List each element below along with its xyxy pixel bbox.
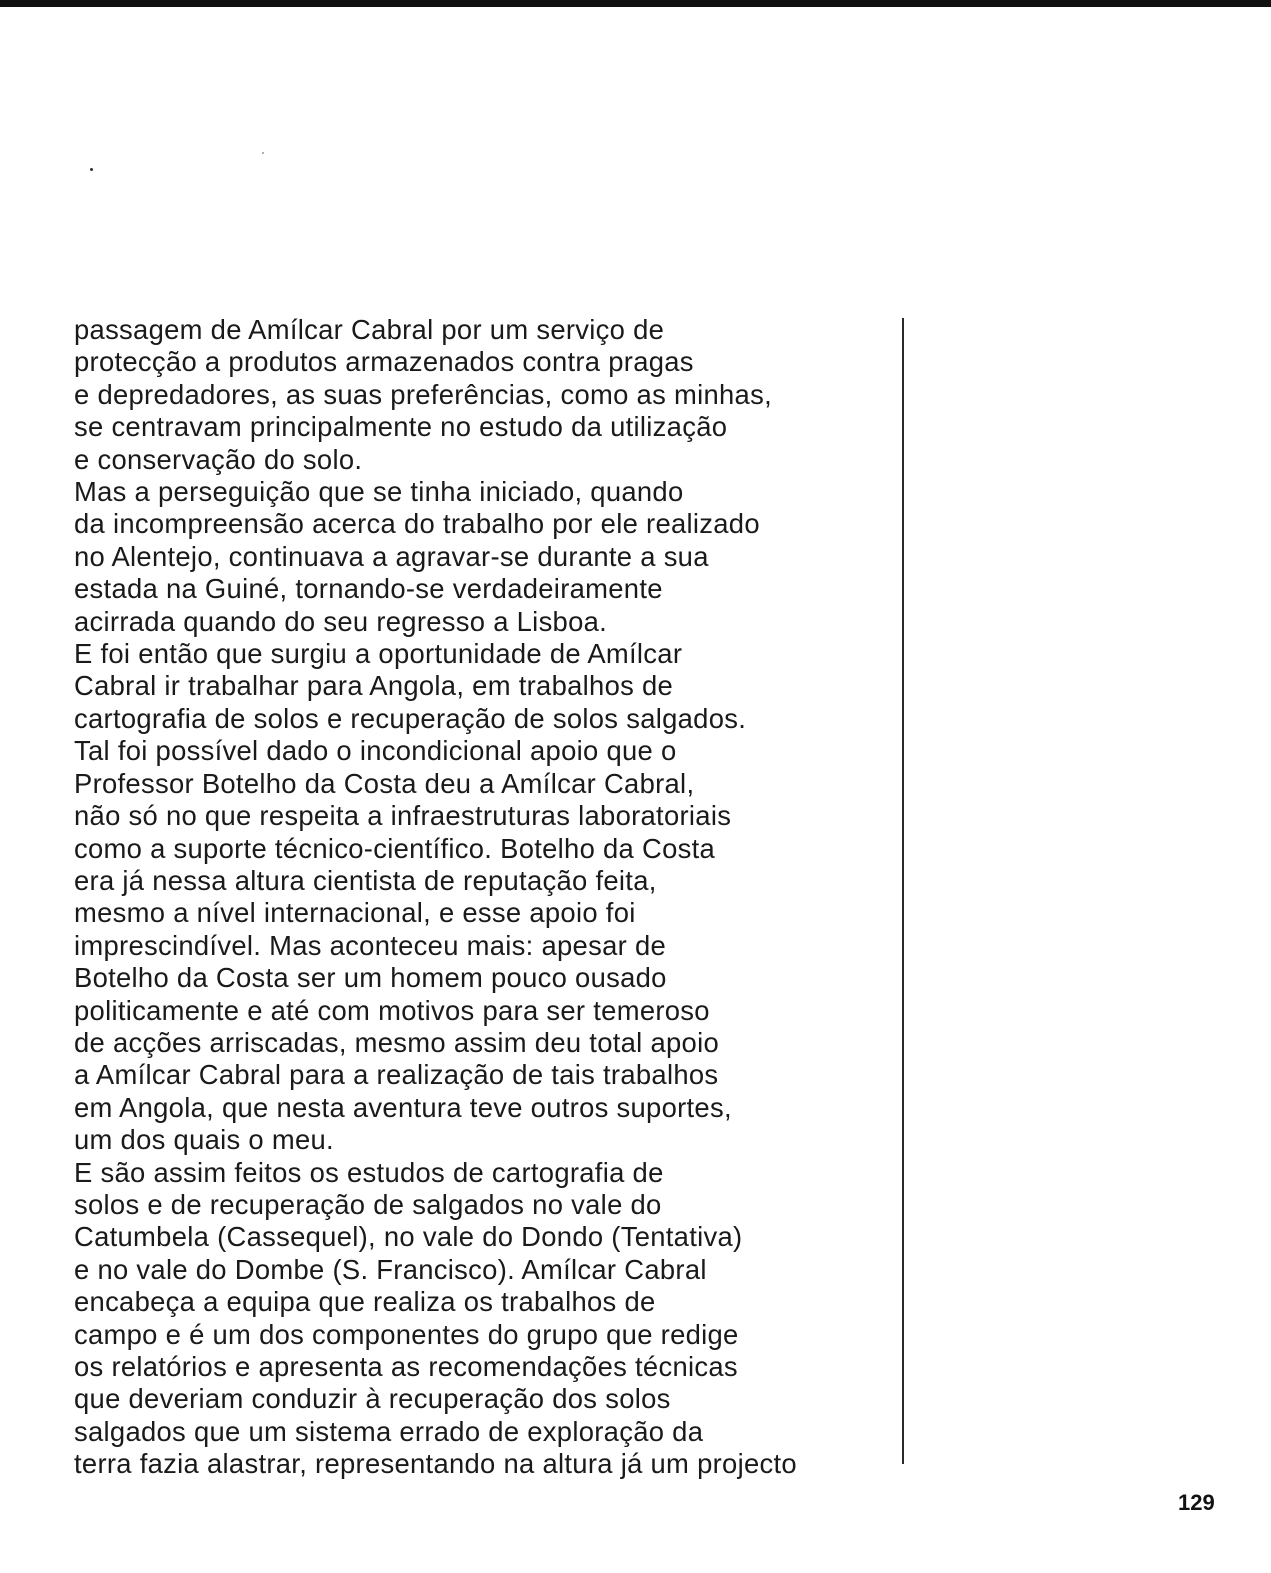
text-line: terra fazia alastrar, representando na altura já um projecto	[74, 1448, 797, 1480]
text-line: como a suporte técnico-científico. Botelho da Costa	[74, 832, 716, 864]
text-line: Professor Botelho da Costa deu a Amílcar Cabral,	[74, 767, 695, 799]
margin-rule	[902, 318, 904, 1464]
scan-speck	[90, 168, 93, 171]
text-line: salgados que um sistema errado de exploração da	[74, 1415, 704, 1447]
scan-speck	[262, 152, 264, 154]
text-line: cartografia de solos e recuperação de solos salgados.	[74, 702, 747, 734]
text-line: Catumbela (Cassequel), no vale do Dondo (Tentativa)	[74, 1221, 743, 1253]
text-line: e conservação do solo.	[74, 443, 363, 475]
text-line: e depredadores, as suas preferências, como as minhas,	[74, 378, 772, 410]
text-line: no Alentejo, continuava a agravar-se durante a sua	[74, 540, 709, 572]
text-line: estada na Guiné, tornando-se verdadeiramente	[74, 573, 663, 605]
text-line: campo e é um dos componentes do grupo que redige	[74, 1318, 739, 1350]
page-number: 129	[1178, 1490, 1215, 1515]
text-line: Cabral ir trabalhar para Angola, em trabalhos de	[74, 670, 674, 702]
text-line: Botelho da Costa ser um homem pouco ousado	[74, 962, 667, 994]
text-line: E foi então que surgiu a oportunidade de Amílcar	[74, 638, 683, 670]
body-text	[74, 314, 894, 1481]
text-line: politicamente e até com motivos para ser temeroso	[74, 994, 710, 1026]
text-line: acirrada quando do seu regresso a Lisboa.	[74, 605, 608, 637]
text-line: solos e de recuperação de salgados no vale do	[74, 1188, 662, 1220]
text-line: um dos quais o meu.	[74, 1124, 334, 1156]
text-line: mesmo a nível internacional, e esse apoio foi	[74, 897, 636, 929]
text-line: Mas a perseguição que se tinha iniciado, quando	[74, 476, 684, 508]
text-line: da incompreensão acerca do trabalho por ele realizado	[74, 508, 760, 540]
text-line: em Angola, que nesta aventura teve outros suportes,	[74, 1091, 732, 1123]
text-line: e no vale do Dombe (S. Francisco). Amílcar Cabral	[74, 1253, 707, 1285]
text-line: que deveriam conduzir à recuperação dos solos	[74, 1383, 671, 1415]
text-line: se centravam principalmente no estudo da utilização	[74, 411, 728, 443]
text-line: encabeça a equipa que realiza os trabalhos de	[74, 1286, 656, 1318]
text-line: os relatórios e apresenta as recomendações técnicas	[74, 1351, 738, 1382]
text-line: passagem de Amílcar Cabral por um serviço de	[74, 314, 665, 345]
text-line: Tal foi possível dado o incondicional apoio que o	[74, 735, 677, 767]
text-line: E são assim feitos os estudos de cartografia de	[74, 1156, 664, 1188]
text-line: de acções arriscadas, mesmo assim deu total apoio	[74, 1026, 719, 1058]
text-line: era já nessa altura cientista de reputação feita,	[74, 864, 657, 896]
text-line: não só no que respeita a infraestruturas laboratoriais	[74, 800, 732, 832]
text-line: a Amílcar Cabral para a realização de tais trabalhos	[74, 1059, 719, 1091]
text-line: imprescindível. Mas aconteceu mais: apesar de	[74, 929, 667, 961]
top-border-rule	[0, 0, 1271, 7]
text-line: protecção a produtos armazenados contra pragas	[74, 346, 694, 378]
